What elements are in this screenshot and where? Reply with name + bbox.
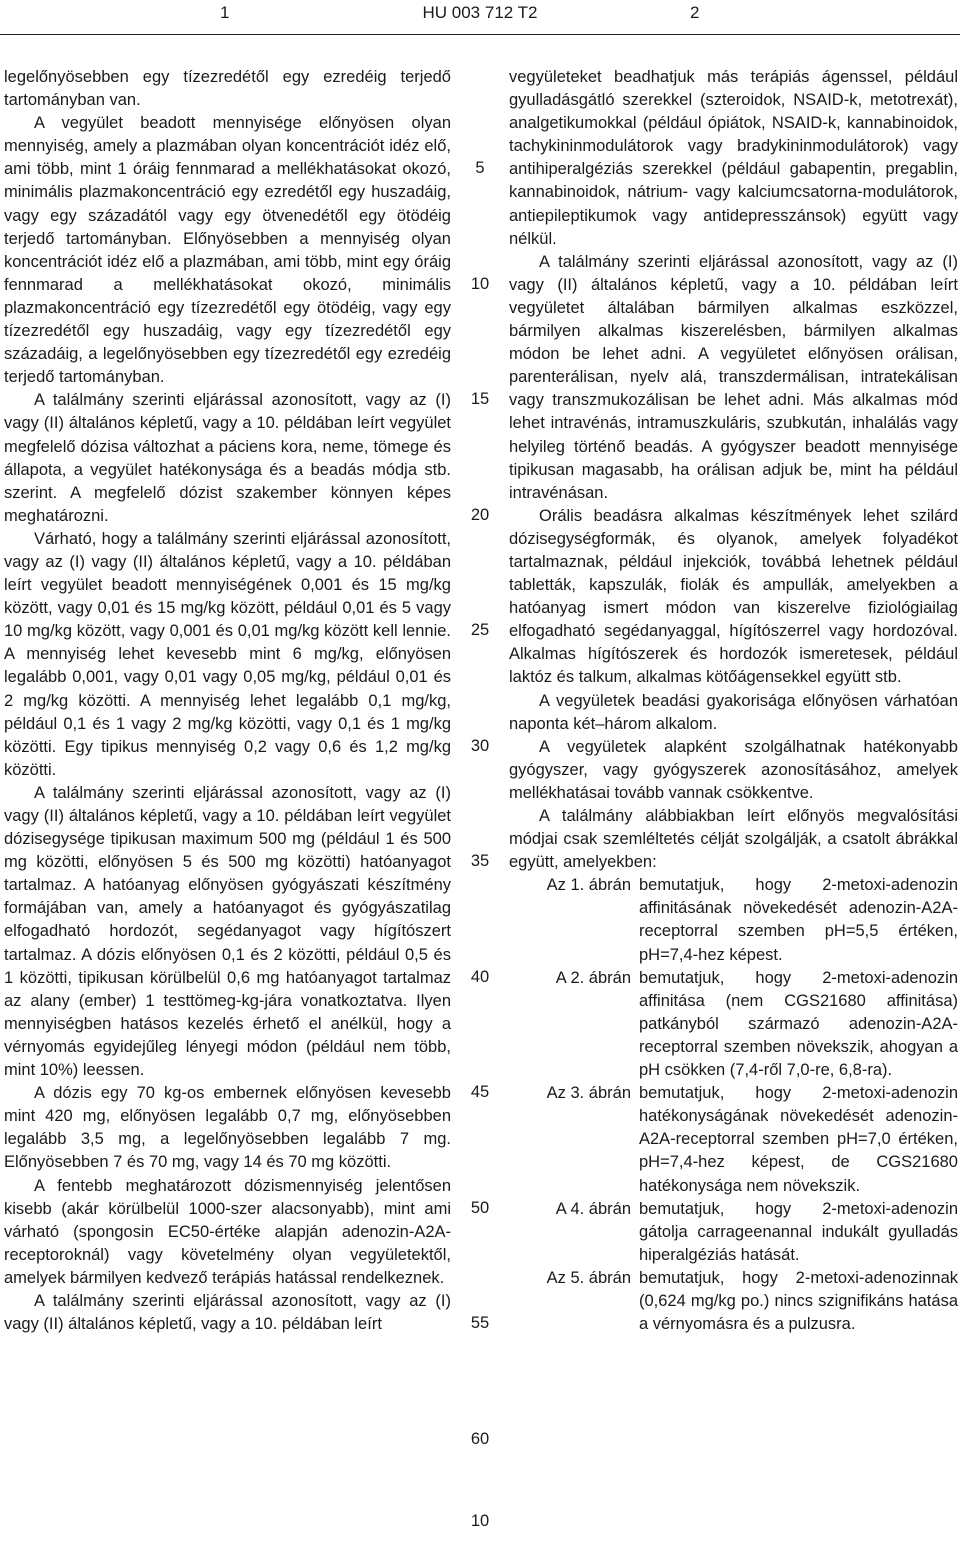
paragraph: A találmány alábbiakban leírt előnyös megvalósítási módjai csak szemléltetés célját szolgálják, a csatolt ábrákkal együtt, amelyekben: bbox=[509, 807, 958, 872]
figure-description bbox=[509, 1267, 958, 1336]
line-number: 40 bbox=[470, 968, 490, 986]
paragraph: A vegyület beadott mennyisége előnyösen olyan mennyiség, amely a plazmában olyan koncentrációt idéz elő, ami több, mint 1 óráig fennmarad a mellékhatásokat okozó, minimális plazmakoncentráció egy ezredétől egy huszadáig, vagy egy századától vagy egy ötvenedétől egy ötödéig terjedő tartományban. Előnyösebben a mennyiség olyan koncentrációt idéz elő a plazmában, ami több, mint egy óráig fennmarad a mellékhatásokat okozó, minimális plazmakoncentráció egy tízezredétől egy ötödéig, vagy egy tízezredétől egy huszadáig, vagy egy tízezredétől egy századáig, a legelőnyösebben egy tízezredétől egy ezredéig terjedő tartományban. bbox=[4, 114, 451, 387]
figure-label: A 2. ábrán bbox=[555, 968, 631, 987]
paragraph: vegyületeket beadhatjuk más terápiás ágenssel, például gyulladásgátló szerekkel (szteroidok, NSAID-k, metotrexát), analgetikumokkal (például ópiátok, NSAID-k, kannabinoidok, tachykininmodulátorok vagy bradykininmodulátorok) vagy antihiperalgéziás szerekkel (például gabapentin, pregablin, kannabinoidok, nátrium- vagy kalciumcsatorna-modulátorok, antiepileptikumok vagy antidepresszánsok) együtt vagy nélkül. bbox=[509, 68, 958, 248]
figure-label: A 4. ábrán bbox=[555, 1199, 631, 1218]
paragraph: A találmány szerinti eljárással azonosított, vagy az (I) vagy (II) általános képletű, vagy a 10. példában leírt vegyület megfelelő dózisa változhat a páciens kora, neme, tömege és állapota, a vegyület hatékonysága és a beadás módja stb. szerint. A megfelelő dózist szakember könnyen képes meghatározni. bbox=[4, 391, 451, 525]
footer-page-number: 10 bbox=[470, 1512, 490, 1530]
paragraph: A vegyületek beadási gyakorisága előnyösen várhatóan naponta két–három alkalom. bbox=[509, 691, 958, 733]
paragraph: A találmány szerinti eljárással azonosított, vagy az (I) vagy (II) általános képletű, vagy a 10. példában leírt vegyület dózisegysége tipikusan maximum 500 mg (például 1 és 500 mg közötti, előnyösen 5 és 500 mg közötti) hatóanyagot tartalmaz. A hatóanyag előnyösen gyógyászati készítmény formájában van, amely a hatóanyagot és gyógyászatilag elfogadható hordozót, segédanyagot vagy hígítószert tartalmaz. A dózis előnyösen 0,1 és 2 közötti, például 0,5 és 1 közötti, tipikusan körülbelül 0,6 mg hatóanyagot tartalmaz az alany (ember) 1 testtömeg-kg-jára vonatkoztatva. Ilyen mennyiségben hatásos kezelés érhető el anélkül, hogy a vérnyomás egyidejűleg lényegi módon (például nem több, mint 10%) leessen. bbox=[4, 783, 451, 1080]
figure-label: Az 1. ábrán bbox=[546, 876, 631, 895]
line-number: 50 bbox=[470, 1199, 490, 1217]
figure-label: Az 3. ábrán bbox=[546, 1084, 631, 1103]
line-number: 5 bbox=[475, 159, 485, 177]
header-rule bbox=[0, 34, 960, 35]
figure-description bbox=[509, 967, 958, 1082]
line-number: 45 bbox=[470, 1083, 490, 1101]
figure-label: Az 5. ábrán bbox=[546, 1268, 631, 1287]
figure-text: bemutatjuk, hogy 2-metoxi-adenozin affinitásának növekedését adenozin-A2A-receptorral szemben pH=5,5 értéken, pH=7,4-hez képest. bbox=[639, 876, 958, 964]
right-column bbox=[509, 66, 958, 1336]
paragraph: Várható, hogy a találmány szerinti eljárással azonosított, vagy az (I) vagy (II) általános képletű, vagy a 10. példában leírt vegyület beadott mennyiségének 0,001 és 15 mg/kg között, vagy 0,01 és 15 mg/kg között, például 0,01 és 5 vagy 10 mg/kg között, vagy 0,001 és 0,01 mg/kg között kell lennie. A mennyiség lehet kevesebb mint 6 mg/kg, előnyösen legalább 0,001, vagy 0,01 vagy 0,05 mg/kg, például 0,01 és 2 mg/kg közötti. A mennyiség lehet legalább 0,1 mg/kg, például 0,1 és 1 vagy 2 mg/kg közötti, vagy 0,1 és 1 mg/kg közötti. Egy tipikus mennyiség 0,2 vagy 0,6 és 1,2 mg/kg közötti. bbox=[4, 529, 451, 779]
line-number: 20 bbox=[470, 506, 490, 524]
line-number: 30 bbox=[470, 737, 490, 755]
paragraph: A vegyületek alapként szolgálhatnak hatékonyabb gyógyszer, vagy gyógyszerek azonosításához, amelyek mellékhatásai tovább vannak csökkentve. bbox=[509, 737, 958, 802]
figure-description bbox=[509, 874, 958, 966]
paragraph: A dózis egy 70 kg-os embernek előnyösen kevesebb mint 420 mg, előnyösen legalább 0,7 mg, előnyösebben legalább 3,5 mg, a legelőnyösebben legalább 7 mg. Előnyösebben 7 és 70 mg, vagy 14 és 70 mg közötti. bbox=[4, 1084, 451, 1172]
line-number: 10 bbox=[470, 275, 490, 293]
figure-text: bemutatjuk, hogy 2-metoxi-adenozin affinitása (nem CGS21680 affinitása) patkányból származó adenozin-A2A-receptorral szemben növekszik, ahogyan a pH csökken (7,4-ről 7,0-re, 6,8-ra). bbox=[639, 968, 958, 1080]
figure-text: bemutatjuk, hogy 2-metoxi-adenozinnak (0,624 mg/kg po.) nincs szignifikáns hatása a vérnyomásra és a pulzusra. bbox=[639, 1268, 958, 1334]
right-page-number: 2 bbox=[690, 3, 700, 22]
paragraph: legelőnyösebben egy tízezredétől egy ezredéig terjedő tartományban van. bbox=[4, 68, 451, 110]
line-number: 55 bbox=[470, 1314, 490, 1332]
paragraph: Orális beadásra alkalmas készítmények lehet szilárd dózisegységformák, és olyanok, amelyek folyadékot tartalmaznak, például injekciók, továbbá lehetnek például tabletták, kapszulák, fiolák és ampullák, amelyekben a hatóanyag ismert módon van kiszerelve fiziológiailag elfogadható segédanyaggal, hígítószerrel vagy hordozóval. Alkalmas hígítószerek és hordozók ismeretesek, például laktóz és talkum, alkalmas kötőágensekkel együtt stb. bbox=[509, 506, 958, 687]
left-column bbox=[4, 66, 451, 1336]
paragraph: A fentebb meghatározott dózismennyiség jelentősen kisebb (akár körülbelül 1000-szer alacsonyabb), mint ami várható (spongosin EC50-értéke alapján adenozin-A2A-receptoroknál) vagy követelmény olyan vegyületektől, amelyek bármilyen kedvező terápiás hatással rendelkeznek. bbox=[4, 1176, 451, 1287]
patent-number: HU 003 712 T2 bbox=[422, 3, 538, 22]
figure-text: bemutatjuk, hogy 2-metoxi-adenozin hatékonyságának növekedését adenozin-A2A-receptorral szemben pH=7,0 értéken, pH=7,4-hez képest, de CGS21680 hatékonysága nem növekszik. bbox=[639, 1084, 958, 1195]
line-number: 25 bbox=[470, 621, 490, 639]
figure-description bbox=[509, 1082, 958, 1197]
left-page-number: 1 bbox=[220, 3, 230, 22]
line-number: 15 bbox=[470, 390, 490, 408]
figure-text: bemutatjuk, hogy 2-metoxi-adenozin gátolja carrageenannal indukált gyulladás hiperalgéziás hatását. bbox=[639, 1199, 958, 1264]
paragraph: A találmány szerinti eljárással azonosított, vagy az (I) vagy (II) általános képletű, vagy a 10. példában leírt vegyületet általában bármilyen alkalmas eszközzel, bármilyen alkalmas kiszerelésben, bármilyen alkalmas módon be lehet adni. A vegyületet előnyösen orálisan, parenterálisan, nyelv alá, transzdermálisan, intratekálisan vagy transzmukozálisan be lehet adni. Más alkalmas mód lehet intravénás, intramuszkuláris, szubkután, inhalálás vagy helyileg történő beadás. A gyógyszer beadott mennyisége tipikusan magasabb, ha orálisan adjuk be, mint ha például intravénásan. bbox=[509, 252, 958, 502]
line-number: 60 bbox=[470, 1430, 490, 1448]
line-number: 35 bbox=[470, 852, 490, 870]
figure-description bbox=[509, 1198, 958, 1267]
paragraph: A találmány szerinti eljárással azonosított, vagy az (I) vagy (II) általános képletű, vagy a 10. példában leírt bbox=[4, 1291, 451, 1334]
